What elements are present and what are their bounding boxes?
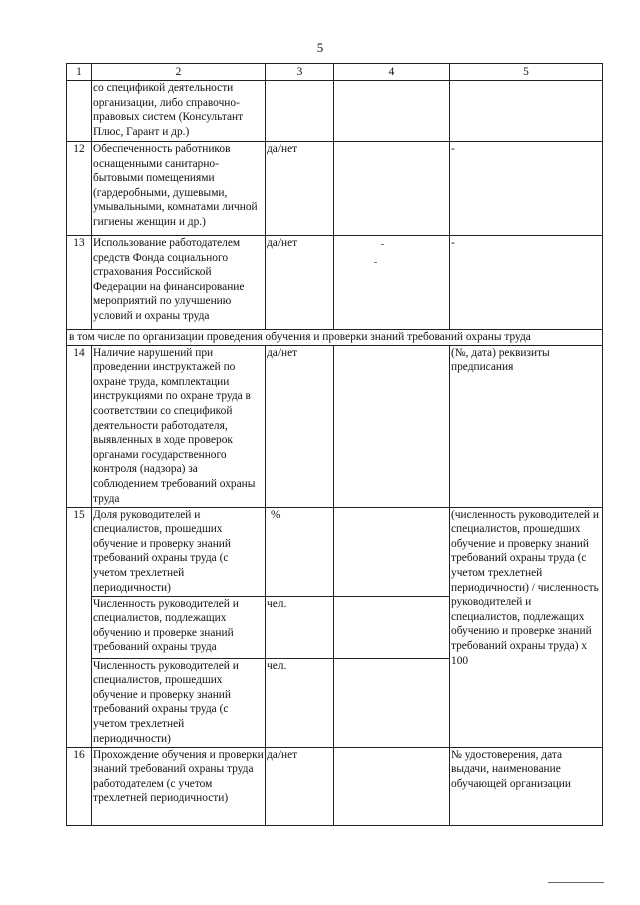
unit-cell: да/нет	[266, 747, 334, 825]
note-cell: (№, дата) реквизиты предписания	[450, 345, 603, 507]
row-number: 14	[67, 345, 92, 507]
unit-cell: да/нет	[266, 345, 334, 507]
table-row	[67, 81, 603, 142]
table-row	[67, 747, 603, 825]
value-cell	[334, 507, 450, 596]
row-number	[67, 81, 92, 142]
formula-cell: (численность руководителей и специалистов, прошедших обучение и проверку знаний требований охраны труда (с учетом трехлетней периодичности) / численность руководителей и специалистов, подлежащих обучению и проверке знаний требований охраны труда) х 100	[450, 507, 603, 747]
unit-cell: да/нет	[266, 142, 334, 236]
indicator-name: Численность руководителей и специалистов, прошедших обучение и проверку знаний требований охраны труда (с учетом трехлетней периодичности)	[92, 658, 266, 747]
note-cell	[450, 81, 603, 142]
indicator-name: Доля руководителей и специалистов, прошедших обучение и проверку знаний требований охраны труда (с учетом трехлетней периодичности)	[92, 507, 266, 596]
value-cell	[334, 345, 450, 507]
value-cell	[334, 236, 450, 330]
unit-cell: чел.	[266, 658, 334, 747]
table-row	[67, 142, 603, 236]
indicator-name: Наличие нарушений при проведении инструктажей по охране труда, комплектации инструкциями по охране труда в соответствии со спецификой деятельности работодателя, выявленных в ходе проверок органами государственного контроля (надзора) за соблюдением требований охраны труда	[92, 345, 266, 507]
unit-cell: да/нет	[266, 236, 334, 330]
table-row	[67, 236, 603, 330]
table-row	[67, 507, 603, 596]
scan-speck	[381, 244, 384, 245]
unit-cell: чел.	[266, 596, 334, 658]
unit-cell: %	[266, 507, 334, 596]
header-cell: 1	[67, 64, 92, 81]
unit-cell	[266, 81, 334, 142]
table-header-row	[67, 64, 603, 81]
header-cell: 3	[266, 64, 334, 81]
indicator-name: Прохождение обучения и проверки знаний требований охраны труда работодателем (с учетом трехлетней периодичности)	[92, 747, 266, 825]
scan-speck	[374, 262, 377, 263]
indicator-name: Использование работодателем средств Фонда социального страхования Российской Федерации на финансирование мероприятий по улучшению условий и охраны труда	[92, 236, 266, 330]
indicator-name: Численность руководителей и специалистов, подлежащих обучению и проверке знаний требований охраны труда	[92, 596, 266, 658]
value-cell	[334, 658, 450, 747]
value-cell	[334, 596, 450, 658]
header-cell: 5	[450, 64, 603, 81]
header-cell: 2	[92, 64, 266, 81]
indicators-table	[66, 63, 603, 826]
table-row	[67, 345, 603, 507]
indicator-name: со спецификой деятельности организации, либо справочно-правовых систем (Консультант Плюс, Гарант и др.)	[92, 81, 266, 142]
note-cell: -	[450, 142, 603, 236]
value-cell	[334, 81, 450, 142]
value-cell	[334, 747, 450, 825]
row-number: 15	[67, 507, 92, 747]
header-cell: 4	[334, 64, 450, 81]
row-number: 13	[67, 236, 92, 330]
page-number: 5	[316, 40, 324, 55]
note-cell: № удостоверения, дата выдачи, наименование обучающей организации	[450, 747, 603, 825]
row-number: 12	[67, 142, 92, 236]
section-heading: в том числе по организации проведения обучения и проверки знаний требований охраны труда	[67, 330, 603, 346]
section-row	[67, 330, 603, 346]
indicator-name: Обеспеченность работников оснащенными санитарно-бытовыми помещениями (гардеробными, душевыми, умывальными, комнатами личной гигиены женщин и др.)	[92, 142, 266, 236]
row-number: 16	[67, 747, 92, 825]
value-cell	[334, 142, 450, 236]
scan-edge-line	[548, 882, 604, 883]
note-cell: -	[450, 236, 603, 330]
